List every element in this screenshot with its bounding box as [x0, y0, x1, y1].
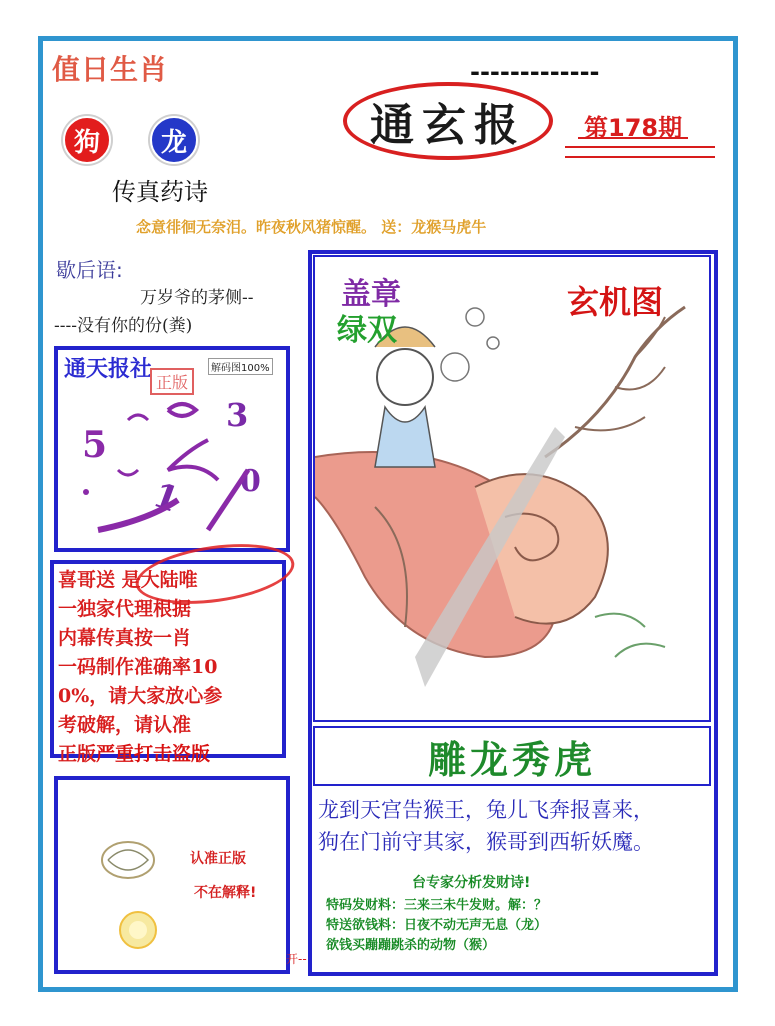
fax-poem-line: 念意徘徊无奈泪。昨夜秋风猪惊醒。 送：龙猴马虎牛 [136, 218, 487, 236]
notice-zhengban: 正版 [58, 743, 97, 765]
masthead-title: 通玄报 [370, 100, 526, 151]
issue-double-rule [565, 146, 715, 158]
xuanji-picture-panel [313, 255, 711, 722]
page-mark: 开-- [286, 952, 307, 966]
header-dash-line: ------------- [470, 58, 600, 86]
analysis-line: 特送欲钱料：日夜不动无声无息（龙） [326, 918, 548, 933]
label-lvshuang: 绿双 [337, 313, 397, 348]
phrase-text: 雕龙秀虎 [427, 736, 596, 782]
zodiac-dog-badge: 狗 [63, 116, 111, 164]
scrawl-digit: 1 [147, 475, 184, 521]
code-picture-box [54, 346, 290, 552]
notice-anti-piracy: 严重打击盗版 [96, 743, 211, 765]
scrawl-strokes [58, 380, 286, 550]
small-box-verify-text: 认准正版 [190, 851, 246, 867]
analysis-line: 特码发财料：三来三未牛发财。解：？ [326, 898, 548, 913]
notice-last-line [58, 740, 278, 769]
notice-line: 一独家代理根据 [58, 598, 192, 620]
notice-line: 0%，请大家放心参 [58, 685, 223, 707]
fax-poem-title: 传真药诗 [112, 178, 208, 206]
zhengban-stamp: 正版 [150, 368, 194, 395]
phrase-panel [313, 726, 711, 786]
masthead-logo [343, 82, 553, 160]
main-poem [318, 794, 654, 858]
scrawl-digit: 3 [226, 396, 249, 434]
xiehouyu-answer: ----没有你的份(粪) [54, 316, 193, 336]
label-xuanjitu: 玄机图 [567, 283, 664, 321]
notice-line: 考破解，请认准 [58, 714, 192, 736]
issue-underline [578, 137, 688, 139]
small-box-no-explain-text: 不在解释! [194, 885, 257, 901]
notice-line: 一码制作准确率10 [58, 656, 218, 678]
xiehouyu-title: 歇后语: [56, 258, 123, 282]
code-box-title: 通天报社 [64, 356, 153, 382]
issue-number: 第178期 [584, 114, 683, 142]
scrawl-digit: 0 [240, 464, 261, 499]
small-picture-box [54, 776, 290, 974]
notice-line: 喜哥送 是大陆唯 [58, 569, 198, 591]
analysis-title: 台专家分析发财诗! [412, 875, 531, 891]
analysis-line: 欲钱买蹦蹦跳杀的动物（猴） [326, 938, 496, 953]
label-gaizhang: 盖章 [341, 277, 401, 312]
main-poem-line: 龙到天宫告猴王，兔儿飞奔报喜来， [318, 798, 654, 822]
sketch-illustration [88, 820, 188, 960]
code-box-small-label: 解码图100% [208, 358, 273, 375]
zhiri-shengxiao-title: 值日生肖 [52, 53, 169, 86]
main-poem-line: 狗在门前守其家，猴哥到西斩妖魔。 [318, 830, 654, 854]
notice-line: 内幕传真按一肖 [58, 627, 192, 649]
scrawl-digit: 5 [82, 424, 108, 466]
xiehouyu-question: 万岁爷的茅侧-- [140, 288, 254, 308]
zodiac-dragon-badge: 龙 [150, 116, 198, 164]
